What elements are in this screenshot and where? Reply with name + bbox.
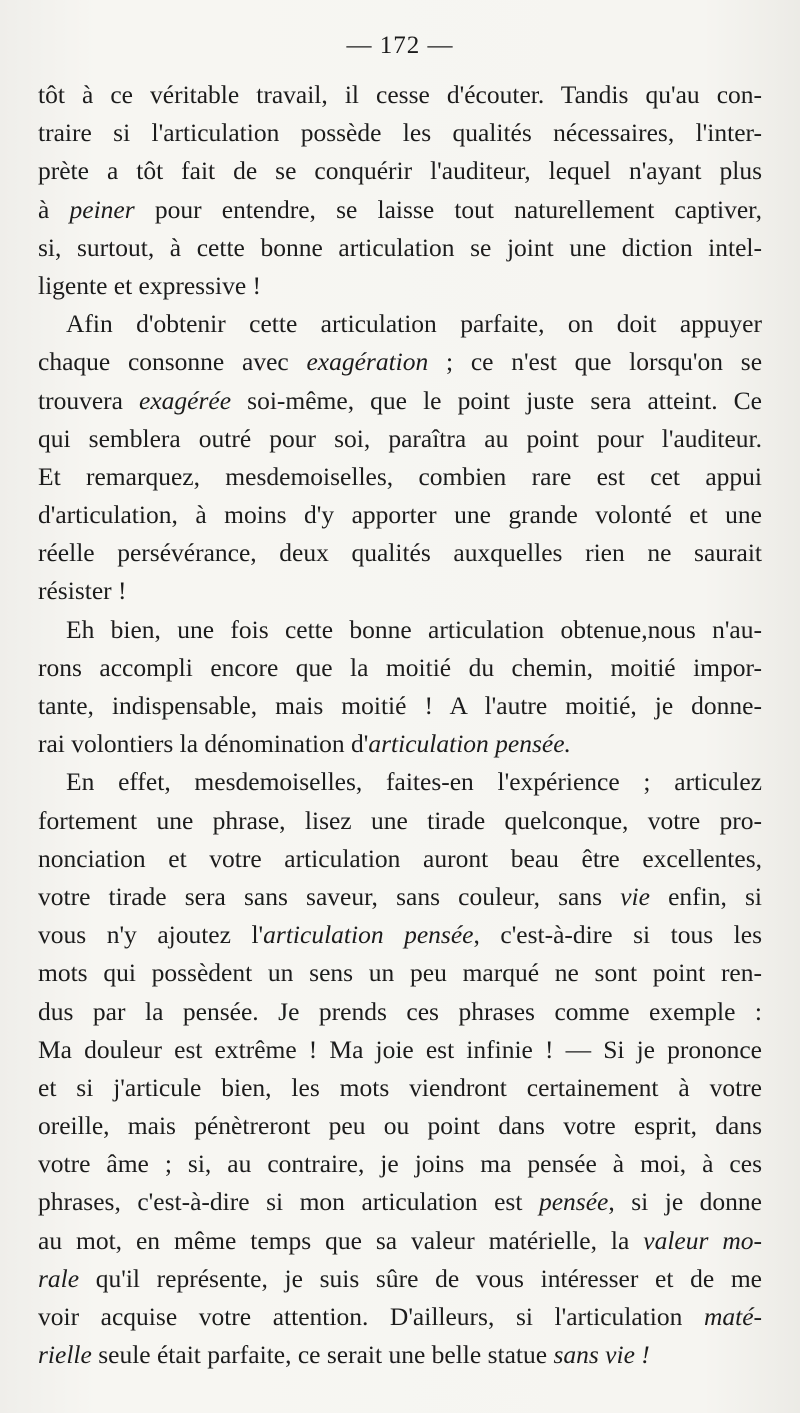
text-run: fortement une phrase, lisez une tirade quelconque, votre pro-: [38, 805, 762, 835]
text-line: [38, 993, 762, 1031]
paragraph: [38, 76, 762, 305]
text-run: au mot, en même temps que sa valeur matérielle, la: [38, 1225, 644, 1255]
text-line: [38, 763, 762, 801]
text-run: et si j'articule bien, les mots viendront certainement à votre: [38, 1072, 762, 1102]
text-line: [38, 343, 762, 381]
text-run: traire si l'articulation possède les qualités nécessaires, l'inter-: [38, 118, 762, 148]
paragraph: [38, 305, 762, 611]
text-run: d'articulation, à moins d'y apporter une grande volonté et une: [38, 500, 762, 530]
text-line: [38, 840, 762, 878]
italic-text: articulation pensée.: [368, 729, 571, 759]
text-line: [38, 649, 762, 687]
text-run: votre tirade sera sans saveur, sans couleur, sans: [38, 881, 621, 911]
text-run: En effet, mesdemoiselles, faites-en l'expérience ; articulez: [66, 767, 762, 797]
italic-text: pensée: [538, 1187, 609, 1217]
text-line: [38, 191, 762, 229]
text-line: [38, 114, 762, 152]
text-run: qu'il représente, je suis sûre de vous intéresser et de me: [79, 1263, 762, 1293]
text-line: [38, 802, 762, 840]
text-run: Ma douleur est extrême ! Ma joie est infinie ! — Si je prononce: [38, 1034, 762, 1064]
text-run: qui semblera outré pour soi, paraîtra au point pour l'auditeur.: [38, 423, 762, 453]
italic-text: rale: [38, 1263, 80, 1293]
body-text: [38, 76, 762, 1374]
italic-text: exagération: [306, 347, 429, 377]
text-run: Eh bien, une fois cette bonne articulation obtenue,nous n'au-: [66, 614, 762, 644]
text-line: [38, 267, 762, 305]
text-line: [38, 572, 762, 610]
text-line: [38, 458, 762, 496]
italic-text: articulation pensée: [263, 920, 474, 950]
text-run: , si je donne: [608, 1187, 763, 1217]
paragraph: [38, 763, 762, 1374]
text-run: à: [38, 194, 70, 224]
text-run: votre âme ; si, au contraire, je joins ma pensée à moi, à ces: [38, 1149, 762, 1179]
paragraph: [38, 611, 762, 764]
text-run: ; ce n'est que lorsqu'on se: [428, 347, 763, 377]
text-run: mots qui possèdent un sens un peu marqué ne sont point ren-: [38, 958, 762, 988]
text-run: si, surtout, à cette bonne articulation se joint une diction intel-: [38, 232, 762, 262]
text-run: tôt à ce véritable travail, il cesse d'écouter. Tandis qu'au con-: [38, 80, 762, 109]
text-line: [38, 152, 762, 190]
text-line: [38, 1336, 762, 1374]
italic-text: sans vie !: [553, 1340, 650, 1370]
text-line: [38, 1222, 762, 1260]
text-line: [38, 1145, 762, 1183]
text-run: seule était parfaite, ce serait une belle statue: [91, 1340, 554, 1370]
text-line: [38, 1298, 762, 1336]
text-line: [38, 611, 762, 649]
text-run: dus par la pensée. Je prends ces phrases comme exemple :: [38, 996, 762, 1026]
text-line: [38, 496, 762, 534]
text-line: [38, 420, 762, 458]
text-run: résister !: [38, 576, 127, 606]
italic-text: rielle: [38, 1340, 92, 1370]
text-run: rons accompli encore que la moitié du chemin, moitié impor-: [38, 652, 762, 682]
italic-text: maté-: [703, 1302, 762, 1331]
text-run: Et remarquez, mesdemoiselles, combien rare est cet appui: [38, 461, 762, 491]
text-run: prète a tôt fait de se conquérir l'auditeur, lequel n'ayant plus: [38, 156, 762, 186]
text-run: nonciation et votre articulation auront beau être excellentes,: [38, 843, 762, 873]
text-line: [38, 382, 762, 420]
text-run: ligente et expressive !: [38, 270, 262, 300]
text-run: oreille, mais pénètreront peu ou point dans votre esprit, dans: [38, 1111, 762, 1141]
text-line: [38, 305, 762, 343]
text-run: chaque consonne avec: [38, 347, 307, 377]
text-run: enfin, si: [649, 881, 763, 911]
text-run: soi-même, que le point juste sera atteint. Ce: [231, 385, 762, 415]
text-line: [38, 916, 762, 954]
text-line: [38, 687, 762, 725]
text-line: [38, 1183, 762, 1221]
text-run: Afin d'obtenir cette articulation parfaite, on doit appuyer: [66, 309, 762, 339]
text-line: [38, 1107, 762, 1145]
italic-text: vie: [620, 881, 650, 911]
text-line: [38, 1069, 762, 1107]
page-number: — 172 —: [346, 32, 454, 59]
text-line: [38, 725, 762, 763]
italic-text: valeur mo-: [643, 1225, 762, 1255]
text-run: rai volontiers la dénomination d': [38, 729, 369, 759]
text-line: [38, 534, 762, 572]
text-run: phrases, c'est-à-dire si mon articulation est: [38, 1187, 539, 1217]
text-run: réelle persévérance, deux qualités auxquelles rien ne saurait: [38, 538, 762, 568]
text-run: , c'est-à-dire si tous les: [473, 920, 762, 950]
text-run: pour entendre, se laisse tout naturellement captiver,: [134, 194, 762, 224]
text-line: [38, 954, 762, 992]
text-line: [38, 1031, 762, 1069]
text-run: trouvera: [38, 385, 140, 415]
italic-text: peiner: [69, 194, 135, 224]
text-line: [38, 1260, 762, 1298]
italic-text: exagérée: [139, 385, 232, 415]
text-run: voir acquise votre attention. D'ailleurs, si l'articulation: [38, 1302, 704, 1331]
text-line: [38, 229, 762, 267]
text-line: [38, 878, 762, 916]
text-run: vous n'y ajoutez l': [38, 920, 264, 950]
text-line: [38, 76, 762, 114]
text-run: tante, indispensable, mais moitié ! A l'autre moitié, je donne-: [38, 691, 762, 720]
